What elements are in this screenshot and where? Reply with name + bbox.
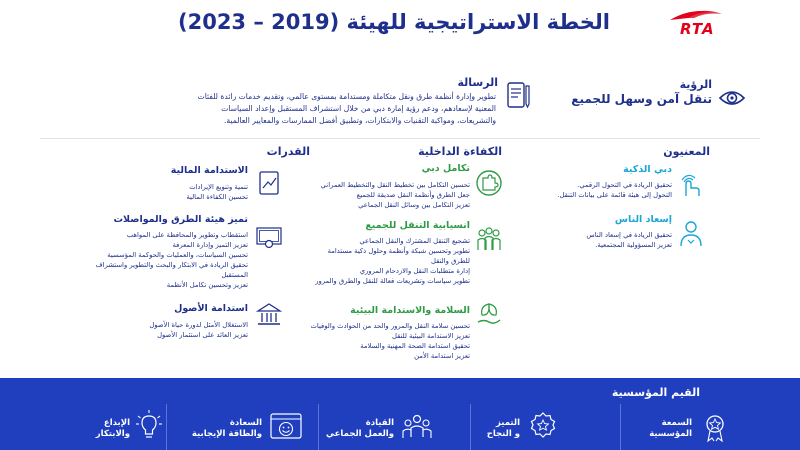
safety-block [330,305,470,316]
rta-logo [660,6,750,42]
rta-excellence-title: تميز هيئة الطرق والمواصلات [113,214,248,225]
financial-document-icon [254,168,284,198]
mission-heading: الرسالة [457,76,498,89]
value-happiness [172,418,262,440]
list-item: للطرق والنقل [431,257,470,265]
rta-excellence-block [100,214,248,225]
medal-icon [698,410,732,444]
section-divider [40,138,760,139]
rta-excellence-lines [70,230,248,290]
value-label: والطاقة الإيجابية [191,429,262,439]
list-item: تعزيز التميز وإدارة المعرفة [172,241,248,249]
vision-heading: الرؤية [679,78,712,91]
award-badge-icon [526,410,560,444]
list-item: تطوير وتحسين شبكة وأنظمة وحلول ذكية مستدامة [327,247,470,255]
rta-logo-text: RTA [680,20,715,38]
person-icon [676,218,706,248]
list-item: تحقيق الريادة في التحول الرقمي. [577,181,672,189]
value-leadership [322,418,394,440]
value-label: والابتكار [95,429,130,439]
internal-efficiency-heading: الكفاءة الداخلية [418,145,502,158]
dubai-integration-block [380,163,470,174]
mission-line: والتشريعات، ومواكبة التقنيات والابتكارات، وتطبيق أفضل الممارسات والمعايير العالمية. [223,116,496,125]
list-item: تعزيز الاستدامة البيئية للنقل [391,332,470,340]
certificate-icon [254,222,284,252]
assets-lines [110,320,248,340]
vision-text: تنقل آمن وسهل للجميع [571,92,712,106]
smart-dubai-lines [557,180,672,200]
document-icon [506,80,530,110]
mobility-title: انسيابية التنقل للجميع [365,220,470,231]
happiness-title: إسعاد الناس [614,214,672,225]
mobility-block [330,220,470,231]
list-item: تحسين التكامل بين تخطيط النقل والتخطيط العمراني [320,181,470,189]
capabilities-heading: القدرات [266,145,310,158]
list-item: التحول إلى هيئة قائمة على بيانات التنقل. [557,191,672,199]
value-label: التميز [495,418,520,428]
page-title: الخطة الاستراتيجية للهيئة (2019 – 2023) [177,10,610,34]
mission-text [62,91,496,127]
financial-title: الاستدامة المالية [170,165,248,176]
touch-icon [676,170,706,200]
list-item: تطوير سياسات وتشريعات فعالة للنقل والطرق والمرور [315,277,470,285]
smiley-browser-icon [268,410,304,444]
smart-dubai-block [580,164,672,175]
financial-lines [140,182,248,202]
value-excellence [470,418,520,440]
list-item: تحسين سلامة النقل والمرور والحد من الحوادث والوفيات [310,322,470,330]
value-label: والعمل الجماعي [326,429,394,439]
mission-line: المعنية لإسعادهم، ودعم رؤية إمارة دبي من خلال استشراف المستقبل وإعداد السياسات [221,104,496,113]
lightbulb-icon [134,408,164,444]
smart-dubai-title: دبي الذكية [623,164,672,175]
financial-block [140,165,248,176]
list-item: تحسين الكفاءة المالية [186,193,248,201]
value-label: السمعة [661,418,692,428]
list-item: إدارة متطلبات النقل والازدحام المروري [359,267,470,275]
safety-lines [296,321,470,361]
people-group-icon [474,224,504,254]
list-item: تشجيع التنقل المشترك والنقل الجماعي [359,237,470,245]
list-item: تعزيز وتحسين تكامل الأنظمة [166,281,248,289]
eye-icon [718,87,746,109]
value-separator [318,404,319,450]
value-label: الإبداع [103,418,130,428]
list-item: تحقيق الريادة في إسعاد الناس [586,231,672,239]
safety-title: السلامة والاستدامة البيئية [350,305,470,316]
value-reputation [606,418,692,440]
values-heading: القيم المؤسسية [611,386,700,399]
list-item: تعزيز المسؤولية المجتمعية. [595,241,672,249]
team-icon [400,410,434,444]
assets-block [140,303,248,314]
leaf-hand-icon [474,300,504,330]
list-item: المستقبل [221,271,248,279]
list-item: تحسين السياسات، والعمليات والحوكمة المؤسسية [107,251,248,259]
list-item: تحقيق الريادة في الابتكار والبحث والتطوير واستشراف [95,261,248,269]
mobility-lines [296,236,470,286]
value-label: المؤسسية [649,429,692,439]
puzzle-icon [474,168,504,198]
stakeholders-heading: المعنيون [663,145,710,158]
list-item: تنمية وتنويع الإيرادات [189,183,248,191]
list-item: تعزيز التكامل بين وسائل النقل الجماعي [358,201,470,209]
value-label: و النجاح [486,429,520,439]
value-innovation [70,418,130,440]
building-icon [254,300,284,330]
list-item: تعزيز العائد على استثمار الأصول [157,331,248,339]
list-item: الاستغلال الأمثل لدورة حياة الأصول [149,321,248,329]
list-item: تحقيق استدامة الصحة المهنية والسلامة [360,342,470,350]
value-label: السعادة [229,418,262,428]
assets-title: استدامة الأصول [174,303,248,314]
list-item: استقطاب وتطوير والمحافظة على المواهب [126,231,248,239]
happiness-lines [556,230,672,250]
value-separator [166,404,167,450]
dubai-integration-lines [300,180,470,210]
happiness-block [580,214,672,225]
list-item: جعل الطرق وأنظمة النقل صديقة للجميع [356,191,470,199]
mission-line: تطوير وإدارة أنظمة طرق ونقل متكاملة ومستدامة بمستوى عالمي، وتقديم خدمات رائدة للفئات [197,92,496,101]
value-label: القيادة [365,418,394,428]
dubai-integration-title: تكامل دبي [421,163,470,174]
list-item: تعزيز استدامة الأمن [414,352,470,360]
